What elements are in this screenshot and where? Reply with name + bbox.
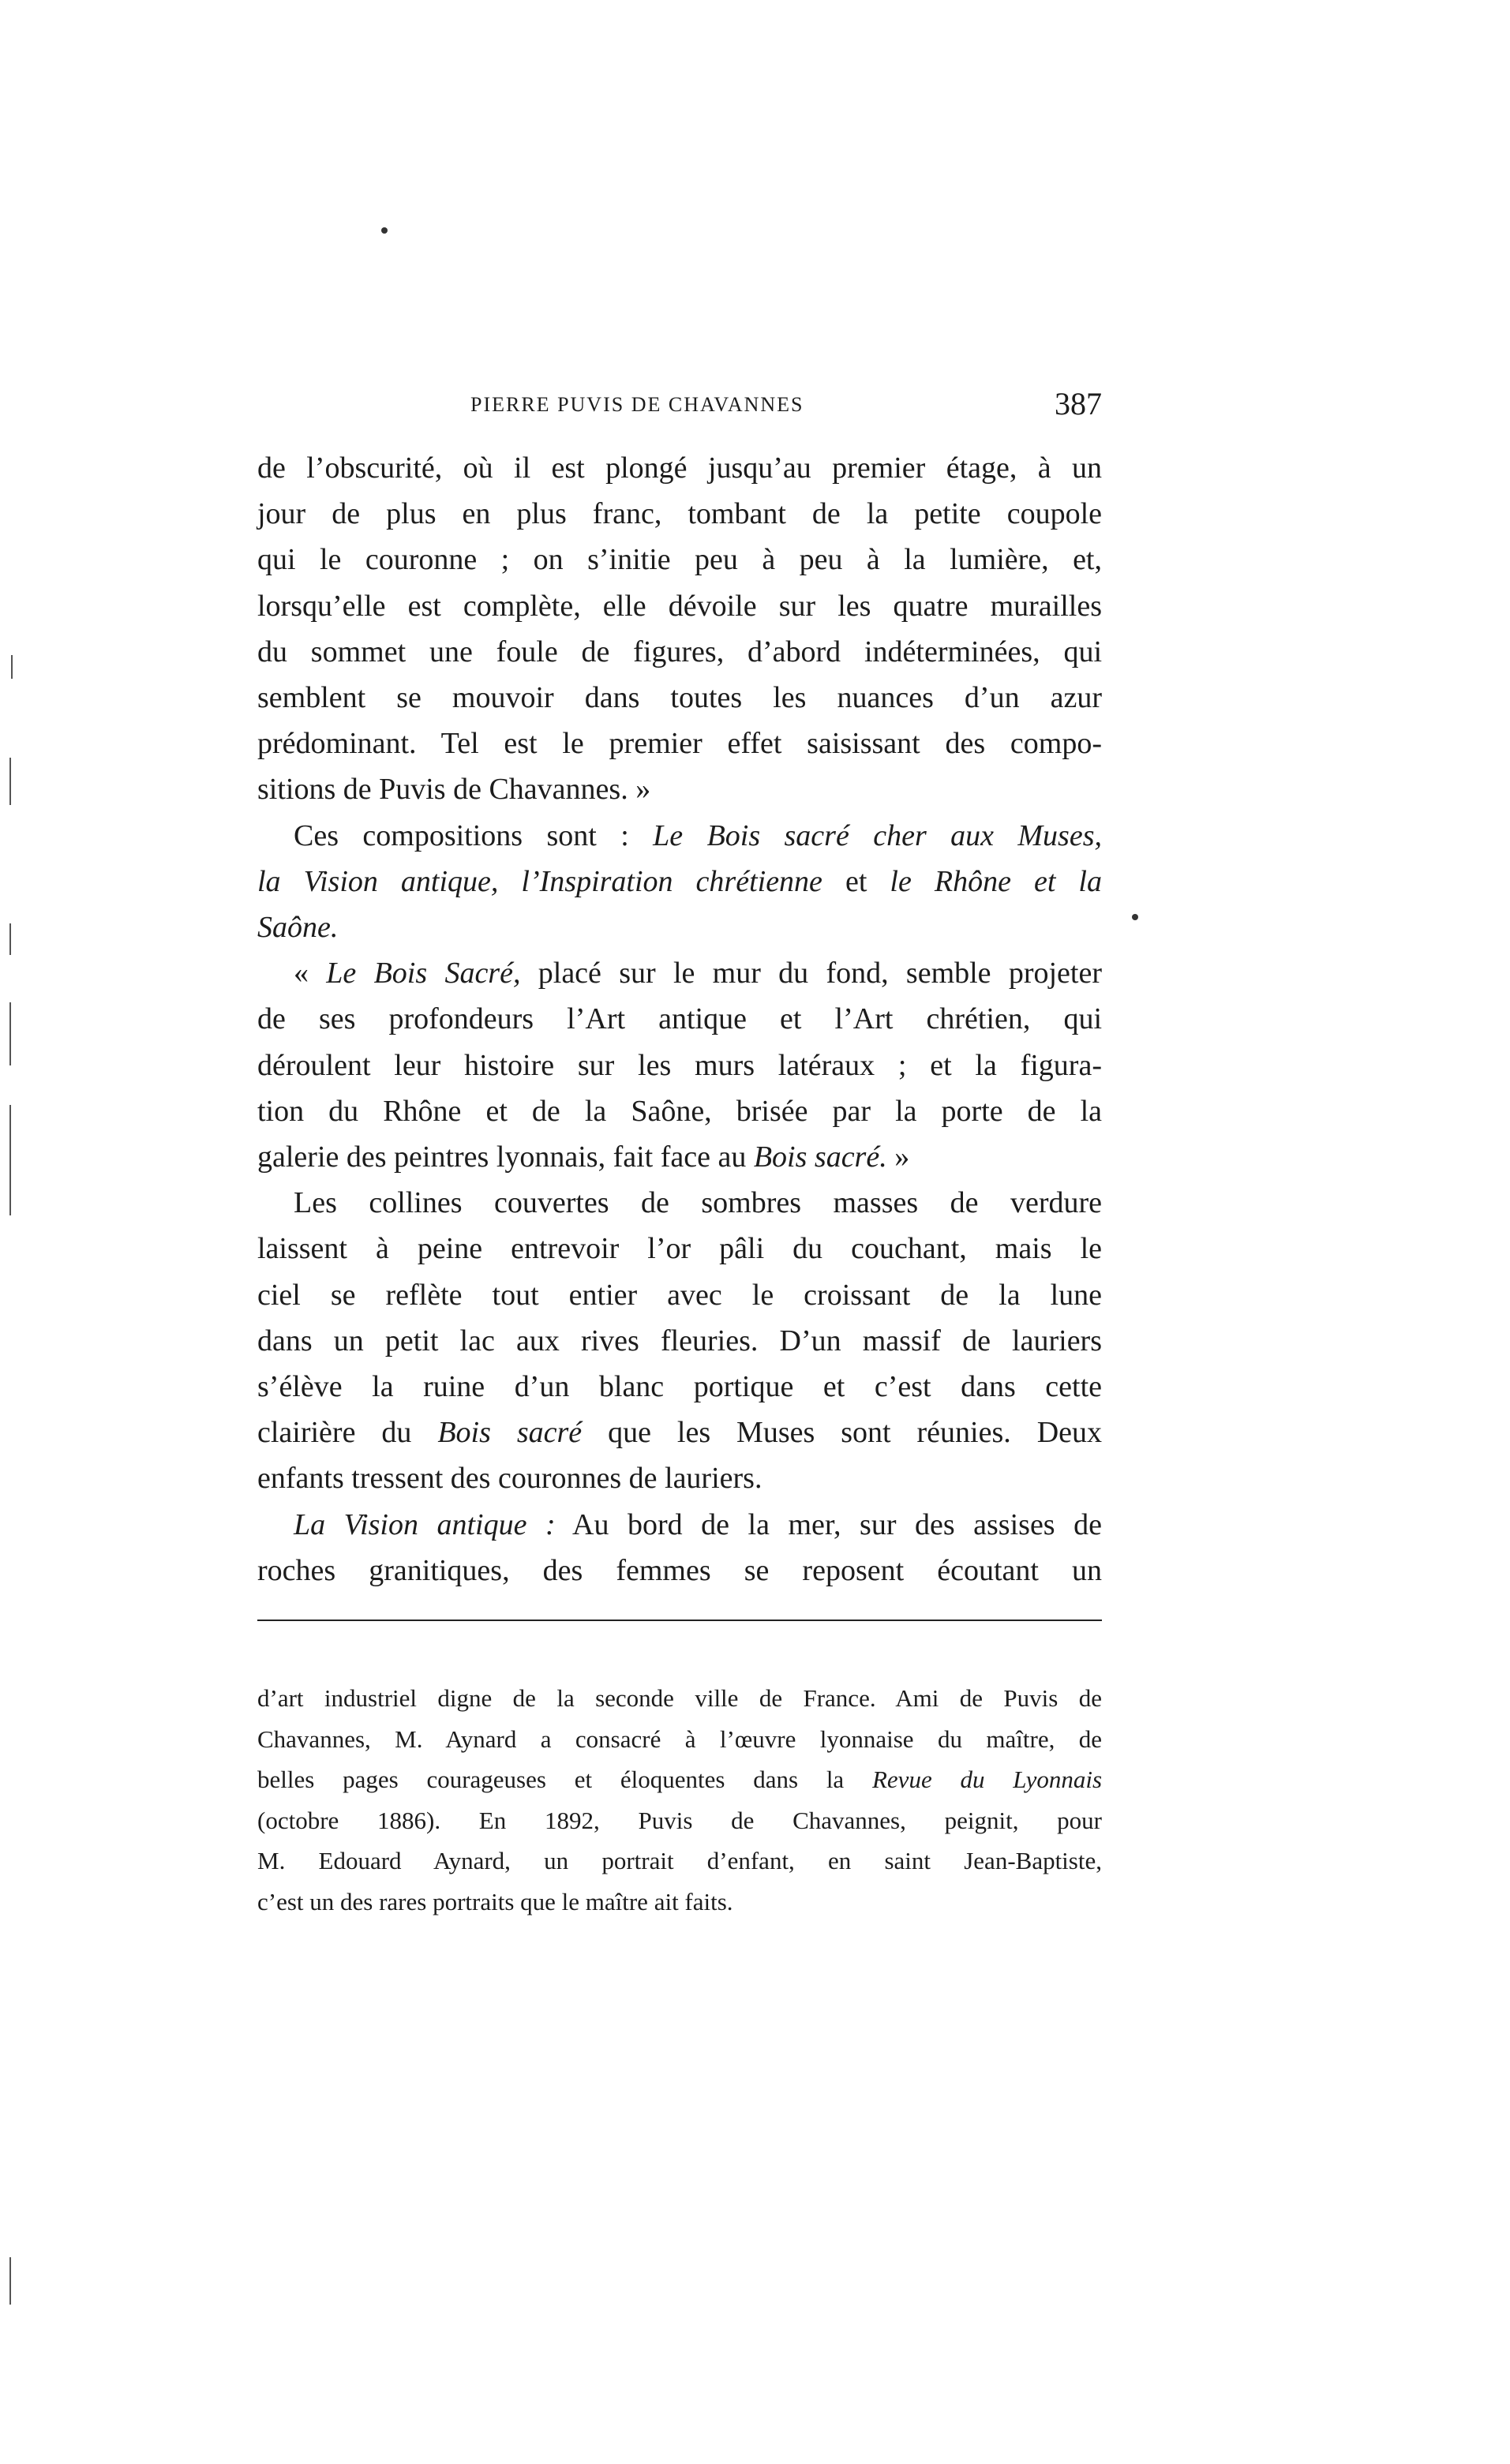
title-italic: Bois sacré. <box>753 1140 887 1174</box>
scan-margin-mark <box>9 1002 11 1065</box>
text-span: placé sur le mur du fond, semble projeter <box>520 957 1103 990</box>
text-line: déroulent leur histoire sur les murs latéraux ; et la figura- <box>257 1048 1102 1082</box>
text-line: semblent se mouvoir dans toutes les nuances d’un azur <box>257 681 1102 715</box>
text-span: et <box>822 864 890 898</box>
text-line: dans un petit lac aux rives fleuries. D’un massif de lauriers <box>257 1324 1102 1357</box>
title-italic: La Vision antique : <box>294 1507 556 1541</box>
text-span: galerie des peintres lyonnais, fait face au <box>257 1140 754 1174</box>
main-text <box>257 445 1102 1593</box>
text-line: sitions de Puvis de Chavannes. » <box>257 773 651 807</box>
scan-margin-mark <box>9 1105 11 1215</box>
footnote-separator <box>257 1620 1102 1621</box>
text-span: belles pages courageuses et éloquentes dans la <box>257 1766 872 1793</box>
title-italic: la Vision antique, l’Inspiration chrétienne <box>257 864 822 898</box>
text-line: s’élève la ruine d’un blanc portique et c’est dans cette <box>257 1370 1102 1404</box>
title-italic: Le Bois sacré cher aux Muses, <box>653 818 1103 852</box>
footnote-line: d’art industriel digne de la seconde ville de France. Ami de Puvis de <box>257 1684 1102 1712</box>
page-number: 387 <box>1055 386 1102 421</box>
scan-speck <box>1132 914 1138 920</box>
text-span: que les Muses sont réunies. Deux <box>582 1416 1102 1450</box>
text-line: de ses profondeurs l’Art antique et l’Art chrétien, qui <box>257 1002 1102 1036</box>
text-line <box>257 950 1102 996</box>
page-header <box>257 385 1102 425</box>
title-italic: Saône. <box>257 911 339 945</box>
footnote-line: (octobre 1886). En 1892, Puvis de Chavannes, peignit, pour <box>257 1806 1102 1834</box>
text-line: laissent à peine entrevoir l’or pâli du couchant, mais le <box>257 1232 1102 1266</box>
text-line: enfants tressent des couronnes de lauriers. <box>257 1462 762 1496</box>
text-line <box>257 1502 1102 1548</box>
text-line: de l’obscurité, où il est plongé jusqu’au premier étage, à un <box>257 451 1102 485</box>
title-italic: le Rhône et la <box>890 864 1102 898</box>
footnote-line: M. Edouard Aynard, un portrait d’enfant, en saint Jean-Baptiste, <box>257 1847 1102 1874</box>
footnote-line: Chavannes, M. Aynard a consacré à l’œuvre lyonnaise du maître, de <box>257 1724 1102 1753</box>
text-span: Au bord de la mer, sur des assises de <box>555 1507 1102 1541</box>
text-line: lorsqu’elle est complète, elle dévoile sur les quatre murailles <box>257 589 1102 623</box>
scan-margin-mark <box>9 758 11 805</box>
text-line: ciel se reflète tout entier avec le croissant de la lune <box>257 1278 1102 1312</box>
title-italic: Revue du Lyonnais <box>871 1766 1103 1793</box>
text-line: prédominant. Tel est le premier effet saisissant des compo- <box>257 727 1102 761</box>
footnote <box>257 1678 1102 1922</box>
text-line: du sommet une foule de figures, d’abord indéterminées, qui <box>257 635 1102 668</box>
text-line <box>257 813 1102 859</box>
text-span: « <box>294 957 327 990</box>
title-italic: Bois sacré <box>437 1416 583 1450</box>
text-line <box>257 859 1102 904</box>
title-italic: Le Bois Sacré, <box>326 957 521 990</box>
footnote-line: c’est un des rares portraits que le maître ait faits. <box>257 1887 733 1915</box>
text-line <box>257 1410 1102 1455</box>
scan-margin-mark <box>9 2257 11 2305</box>
text-line: qui le couronne ; on s’initie peu à peu à la lumière, et, <box>257 543 1102 577</box>
running-head: PIERRE PUVIS DE CHAVANNES <box>470 393 804 416</box>
text-span: Ces compositions sont : <box>294 818 654 852</box>
footnote-line <box>257 1759 1102 1800</box>
text-line: roches granitiques, des femmes se reposent écoutant un <box>257 1553 1102 1587</box>
text-line <box>257 1134 1102 1180</box>
text-line: Les collines couvertes de sombres masses de verdure <box>294 1186 1102 1220</box>
text-span: clairière du <box>257 1416 438 1450</box>
scan-speck <box>381 227 388 234</box>
text-line <box>257 904 1102 950</box>
scan-margin-mark <box>9 923 11 955</box>
text-line: jour de plus en plus franc, tombant de la petite coupole <box>257 497 1102 531</box>
scan-margin-mark <box>11 655 13 679</box>
text-span: » <box>886 1140 910 1174</box>
text-line: tion du Rhône et de la Saône, brisée par la porte de la <box>257 1094 1102 1128</box>
